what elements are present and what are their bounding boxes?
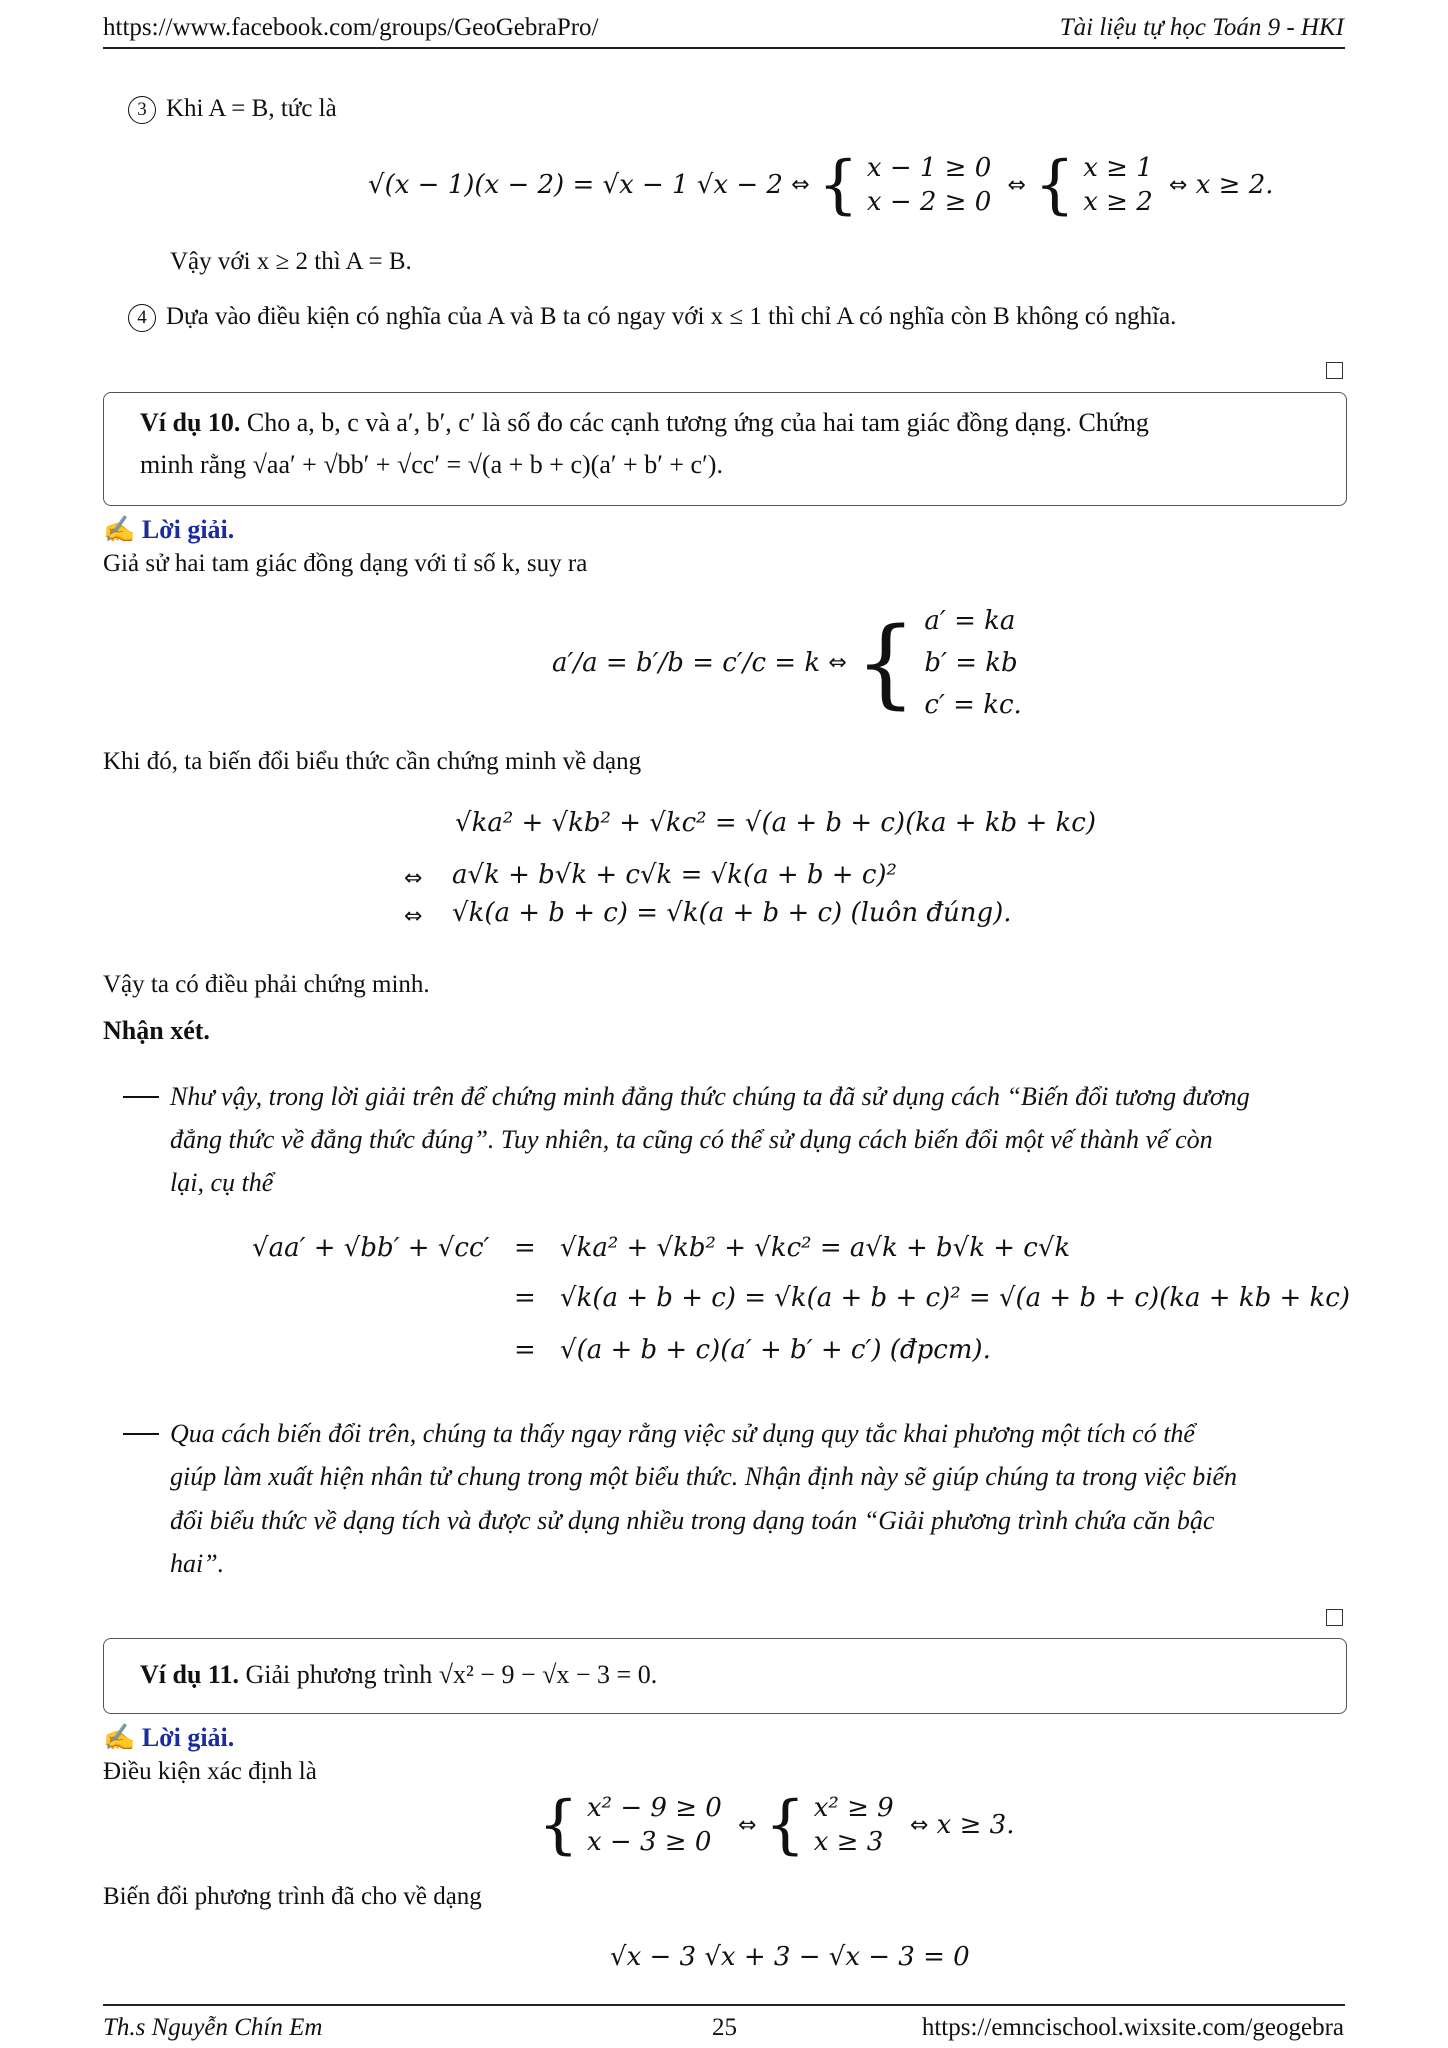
item3-intro: Khi A = B, tức là bbox=[166, 95, 337, 122]
example11-text: Giải phương trình √x² − 9 − √x − 3 = 0. bbox=[245, 1660, 658, 1689]
example10-line1: Cho a, b, c và a′, b′, c′ là số đo các cạnh tương ứng của hai tam giác đồng dạng. Chứng bbox=[246, 408, 1149, 437]
solution10-transform-intro: Khi đó, ta biến đổi biểu thức cần chứng minh về dạng bbox=[103, 748, 642, 775]
example10-line1-wrap bbox=[140, 407, 1149, 439]
solution10-ratio-system bbox=[552, 600, 1022, 726]
solution10-conclusion: Vậy ta có điều phải chứng minh. bbox=[103, 971, 430, 998]
solution10-step2: a√k + b√k + c√k = √k(a + b + c)² bbox=[452, 860, 897, 890]
item3-conclusion: Vậy với x ≥ 2 thì A = B. bbox=[170, 248, 412, 275]
equiv-arrow-icon: ⇔ bbox=[791, 172, 810, 198]
equiv-arrow-icon: ⇔ bbox=[404, 866, 423, 891]
solution10-heading: ✍ Lời giải. bbox=[103, 515, 235, 544]
example11-line bbox=[140, 1659, 657, 1691]
example10-box bbox=[103, 392, 1347, 506]
solution11-system-2 bbox=[814, 1791, 894, 1859]
remark-p1-line1: Như vậy, trong lời giải trên để chứng minh đẳng thức chúng ta đã sử dụng cách “Biến đổi tương đương bbox=[170, 1082, 1250, 1111]
remark-eq-equals-2: = bbox=[514, 1283, 536, 1313]
solution10-step3: √k(a + b + c) = √k(a + b + c) (luôn đúng). bbox=[452, 898, 1012, 928]
left-brace-icon: { bbox=[855, 607, 917, 719]
equiv-arrow-icon: ⇔ bbox=[828, 650, 847, 676]
qed-square-icon bbox=[1326, 362, 1343, 379]
remark-p2-line3: đổi biểu thức về dạng tích và được sử dụng nhiều trong dạng toán “Giải phương trình chứa căn bậc bbox=[170, 1506, 1215, 1535]
solution11-transform-intro: Biến đổi phương trình đã cho về dạng bbox=[103, 1883, 482, 1910]
item3-system-2 bbox=[1083, 151, 1153, 219]
solution11-heading: ✍ Lời giải. bbox=[103, 1723, 235, 1752]
example10-label: Ví dụ 10. bbox=[140, 408, 241, 437]
remark-eq-lhs: √aa′ + √bb′ + √cc′ bbox=[252, 1233, 490, 1263]
solution11-cond-intro: Điều kiện xác định là bbox=[103, 1758, 317, 1785]
footer-rule bbox=[103, 2004, 1345, 2006]
header-title: Tài liệu tự học Toán 9 - HKI bbox=[1059, 14, 1344, 41]
solution11-sys2-b: x ≥ 3 bbox=[813, 1827, 884, 1857]
equiv-arrow-icon: ⇔ bbox=[738, 1812, 757, 1838]
equiv-arrow-icon: ⇔ bbox=[404, 904, 423, 929]
remark-eq-r1: √ka² + √kb² + √kc² = a√k + b√k + c√k bbox=[560, 1233, 1071, 1263]
item3-intro-line bbox=[128, 93, 337, 125]
item3-equation bbox=[368, 148, 1274, 222]
remark-p2-line1: Qua cách biến đổi trên, chúng ta thấy ngay rằng việc sử dụng quy tắc khai phương một tích có thể bbox=[170, 1419, 1195, 1448]
solution10-step1: √ka² + √kb² + √kc² = √(a + b + c)(ka + kb + kc) bbox=[455, 808, 1096, 838]
example11-box bbox=[103, 1638, 1347, 1714]
remark-p2-line4: hai”. bbox=[170, 1549, 225, 1578]
remark-eq-r3: √(a + b + c)(a′ + b′ + c′) (đpcm). bbox=[560, 1335, 991, 1365]
solution11-result: x ≥ 3. bbox=[936, 1810, 1015, 1840]
solution11-sys1-a: x² − 9 ≥ 0 bbox=[586, 1793, 722, 1823]
left-brace-icon: { bbox=[764, 1788, 806, 1862]
solution11-condition bbox=[538, 1788, 1014, 1862]
solution11-sys1-b: x − 3 ≥ 0 bbox=[586, 1827, 712, 1857]
item3-system-1 bbox=[867, 151, 991, 219]
item4-number: 4 bbox=[128, 304, 156, 332]
equiv-arrow-icon: ⇔ bbox=[1169, 172, 1188, 198]
remark-eq-equals-3: = bbox=[514, 1335, 536, 1365]
solution10-intro: Giả sử hai tam giác đồng dạng với tỉ số k, suy ra bbox=[103, 550, 588, 577]
item3-result: x ≥ 2. bbox=[1195, 170, 1274, 200]
example11-label: Ví dụ 11. bbox=[140, 1660, 239, 1689]
footer-author: Th.s Nguyễn Chín Em bbox=[103, 2014, 323, 2041]
equiv-arrow-icon: ⇔ bbox=[1007, 172, 1026, 198]
solution10-system bbox=[924, 600, 1021, 726]
solution10-sys-a: a′ = ka bbox=[924, 606, 1016, 636]
remark-p1-line2: đẳng thức về đẳng thức đúng”. Tuy nhiên, ta cũng có thể sử dụng cách biến đổi một vế thành vế còn bbox=[170, 1125, 1213, 1154]
remark-heading: Nhận xét. bbox=[103, 1016, 210, 1045]
qed-square-icon bbox=[1326, 1609, 1343, 1626]
item3-eq-lhs: √(x − 1)(x − 2) = √x − 1 √x − 2 bbox=[368, 170, 783, 200]
remark-p1-line3: lại, cụ thể bbox=[170, 1168, 274, 1197]
item4-text: Dựa vào điều kiện có nghĩa của A và B ta có ngay với x ≤ 1 thì chỉ A có nghĩa còn B không có nghĩa. bbox=[166, 303, 1177, 330]
remark-dash-1 bbox=[123, 1096, 159, 1098]
item3-sys1-b: x − 2 ≥ 0 bbox=[866, 187, 992, 217]
item3-sys2-a: x ≥ 1 bbox=[1083, 153, 1153, 183]
left-brace-icon: { bbox=[817, 148, 859, 222]
remark-eq-equals-1: = bbox=[514, 1233, 536, 1263]
footer-link[interactable]: https://emncischool.wixsite.com/geogebra bbox=[921, 2014, 1344, 2041]
item3-sys2-b: x ≥ 2 bbox=[1083, 187, 1153, 217]
remark-p2-line2: giúp làm xuất hiện nhân tử chung trong một biểu thức. Nhận định này sẽ giúp chúng ta trong việc biến bbox=[170, 1462, 1238, 1491]
example10-line2: minh rằng √aa′ + √bb′ + √cc′ = √(a + b + c)(a′ + b′ + c′). bbox=[140, 450, 723, 479]
item3-sys1-a: x − 1 ≥ 0 bbox=[866, 153, 992, 183]
solution10-sys-b: b′ = kb bbox=[924, 648, 1018, 678]
remark-eq-r2: √k(a + b + c) = √k(a + b + c)² = √(a + b + c)(ka + kb + kc) bbox=[560, 1283, 1351, 1313]
item3-number: 3 bbox=[128, 96, 156, 124]
equiv-arrow-icon: ⇔ bbox=[909, 1812, 929, 1838]
header-link[interactable]: https://www.facebook.com/groups/GeoGebraPro/ bbox=[103, 14, 599, 41]
solution11-sys2-a: x² ≥ 9 bbox=[813, 1793, 894, 1823]
left-brace-icon: { bbox=[538, 1788, 579, 1862]
remark-dash-2 bbox=[123, 1433, 159, 1435]
solution11-equation: √x − 3 √x + 3 − √x − 3 = 0 bbox=[610, 1942, 970, 1972]
header-rule bbox=[103, 47, 1345, 49]
item4-line bbox=[128, 301, 1176, 333]
footer-page-number: 25 bbox=[712, 2014, 737, 2041]
solution10-sys-c: c′ = kc. bbox=[924, 690, 1022, 720]
solution11-system-1 bbox=[587, 1791, 722, 1859]
solution10-ratio: a′/a = b′/b = c′/c = k bbox=[552, 648, 821, 678]
left-brace-icon: { bbox=[1034, 148, 1075, 222]
